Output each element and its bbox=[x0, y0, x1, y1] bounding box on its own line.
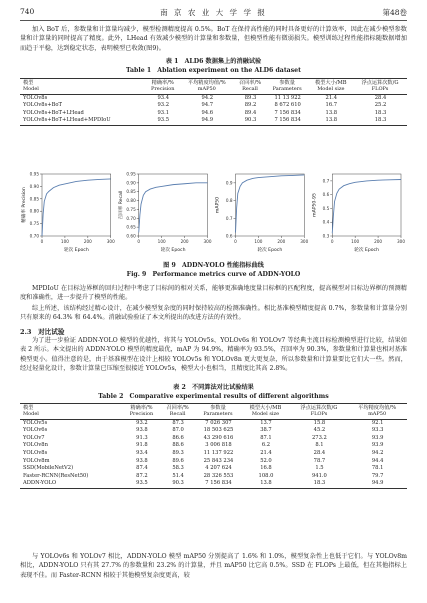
final-paragraph: 与 YOLOv6s 和 YOLOv7 相比，ADDN-YOLO 模型 mAP50 分别提高了 1.6% 和 1.0%，模型复杂性上也低于它们。与 YOLOv8m 相比，ADDN-YOLO 只有其 27.7% 的参数量和 23.2% 的计算量，并且 mAP50 比它高 0.5%。SSD 在 FLOPs 上最低，但在其他指标上表现不佳。而 Faster-RCNN 相较于其他模型复杂度更高，较 bbox=[20, 553, 407, 579]
table-cell: 93.5 bbox=[157, 117, 170, 124]
plot-frame bbox=[332, 174, 401, 236]
table-cell: 94.6 bbox=[201, 109, 214, 116]
table-cell: 18.3 bbox=[374, 117, 387, 124]
y-tick-label: 0.75 bbox=[126, 206, 136, 212]
table-row bbox=[20, 473, 407, 481]
summary-paragraph: 综上所述，该结构经过精心设计，在减少模型复杂度的同时保持较高的检测准确性。相比基准模型精度提高 0.7%，参数量和计算量分别只有原来的 64.3% 和 64.4%。消融试验验证了本文所提出的改进方法的有效性。 bbox=[20, 305, 407, 322]
table-cell: 93.2 bbox=[136, 419, 148, 426]
table-cell: YOLOv8m bbox=[23, 457, 50, 464]
table-row bbox=[20, 450, 407, 458]
x-axis-label: 轮次 Epoch bbox=[64, 248, 89, 253]
table2-caption-cn: 表 2 不同算法对比试验结果 bbox=[173, 384, 254, 391]
table-cell: 93.4 bbox=[157, 94, 170, 101]
table-cell: 25.2 bbox=[374, 102, 387, 109]
x-tick-label: 200 bbox=[374, 239, 383, 244]
ablation-table bbox=[20, 78, 407, 126]
table-cell: 13.8 bbox=[325, 117, 338, 124]
table-cell: YOLOv8n bbox=[23, 442, 48, 449]
figure9-caption-en: Fig. 9 Performance metrics curve of ADDN-YOLO bbox=[126, 271, 301, 278]
x-tick-label: 0 bbox=[137, 239, 141, 244]
x-tick-label: 200 bbox=[277, 239, 286, 244]
table-row bbox=[20, 110, 407, 118]
table-cell: 87.3 bbox=[172, 419, 184, 426]
table-cell: 93.3 bbox=[371, 427, 384, 434]
table-row bbox=[20, 427, 407, 435]
table-cell: YOLOv7 bbox=[23, 434, 45, 441]
x-tick-label: 100 bbox=[60, 239, 69, 244]
header-rule bbox=[20, 20, 407, 21]
table-cell: 7 156 834 bbox=[205, 480, 232, 487]
table-header-cell: 模型 Model bbox=[23, 405, 39, 418]
y-tick-label: 0.85 bbox=[29, 196, 39, 202]
table-cell: 4 207 624 bbox=[205, 465, 232, 472]
metric-curve-panel bbox=[215, 174, 309, 253]
table-row bbox=[20, 435, 407, 443]
x-axis-label: 轮次 Epoch bbox=[257, 248, 283, 253]
y-tick-label: 0.75 bbox=[29, 221, 39, 227]
y-tick-label: 0.80 bbox=[29, 208, 39, 214]
table-cell: YOLOv8s bbox=[23, 94, 48, 101]
y-tick-label: 0.6 bbox=[322, 192, 330, 198]
table-row bbox=[20, 117, 407, 125]
comparison-table bbox=[20, 403, 407, 489]
y-axis-label: mAP50 bbox=[215, 196, 221, 214]
x-tick-label: 300 bbox=[300, 239, 309, 244]
table-cell: 11 137 922 bbox=[203, 449, 234, 456]
table-cell: 13.8 bbox=[260, 480, 272, 487]
table-cell: 93.2 bbox=[157, 102, 170, 109]
volume-label: 第48卷 bbox=[382, 8, 407, 17]
y-tick-label: 0.95 bbox=[29, 171, 39, 177]
table-cell: 94.7 bbox=[201, 102, 214, 109]
table-header-cell: 参数量 Parameters bbox=[272, 80, 302, 93]
table-cell: YOLOv6s bbox=[23, 427, 48, 434]
table-cell: 78.7 bbox=[313, 457, 326, 464]
table-row bbox=[20, 102, 407, 110]
table-cell: 89.3 bbox=[172, 449, 184, 456]
table-cell: 6.2 bbox=[261, 442, 271, 449]
x-axis-label: 轮次 Epoch bbox=[160, 248, 186, 253]
table-header-cell: 模型 Model bbox=[23, 80, 39, 93]
table-header-cell: 召回率/% Recall bbox=[166, 405, 189, 418]
table-header-cell: 模型大小/MB Model size bbox=[315, 80, 347, 93]
table-cell: 93.9 bbox=[371, 434, 384, 441]
metric-curve-panel bbox=[311, 174, 405, 253]
table-cell: 28.4 bbox=[313, 449, 326, 456]
x-tick-label: 200 bbox=[180, 239, 189, 244]
table-cell: 93.8 bbox=[136, 457, 148, 464]
x-tick-label: 300 bbox=[106, 239, 115, 244]
y-tick-label: 0.8 bbox=[225, 198, 233, 204]
table-cell: 91.8 bbox=[136, 442, 148, 449]
x-tick-label: 300 bbox=[203, 239, 212, 244]
section-heading: 2.3 对比试验 bbox=[20, 328, 65, 336]
y-tick-label: 0.6 bbox=[225, 233, 233, 239]
table-cell: 21.4 bbox=[325, 94, 338, 101]
table-cell: 87.0 bbox=[172, 427, 184, 434]
table-cell: ADDN-YOLO bbox=[23, 480, 57, 487]
x-tick-label: 300 bbox=[397, 239, 405, 244]
table-cell: YOLOv8s+BoT+LHead bbox=[23, 109, 84, 116]
table-cell: 108.0 bbox=[258, 472, 274, 479]
table-cell: YOLOv5s bbox=[23, 419, 48, 426]
x-tick-label: 200 bbox=[83, 239, 92, 244]
table-cell: 28.4 bbox=[374, 94, 387, 101]
y-tick-label: 0.85 bbox=[126, 189, 136, 195]
table-cell: 21.4 bbox=[260, 449, 272, 456]
plot-frame bbox=[236, 174, 305, 236]
table-cell: 7 026 307 bbox=[205, 419, 232, 426]
y-axis-label: 精确率 Precision bbox=[22, 187, 27, 223]
table-header-cell: 精确率/% Precision bbox=[129, 405, 154, 418]
table-cell: 93.8 bbox=[136, 427, 148, 434]
table-cell: 8 672 610 bbox=[274, 102, 301, 109]
y-tick-label: 0.4 bbox=[322, 219, 330, 225]
table-cell: 90.3 bbox=[172, 480, 184, 487]
x-tick-label: 100 bbox=[157, 239, 166, 244]
table-header-row bbox=[20, 404, 407, 420]
table-cell: 79.7 bbox=[371, 472, 384, 479]
table-cell: 86.6 bbox=[172, 434, 184, 441]
y-tick-label: 0.70 bbox=[29, 233, 39, 239]
table-row bbox=[20, 94, 407, 102]
table-cell: 94.2 bbox=[371, 449, 384, 456]
table-row bbox=[20, 465, 407, 473]
table-cell: 88.6 bbox=[172, 442, 184, 449]
intro-paragraph: 加入 BoT 后，参数量和计算量均减少，模型检测精度提高 0.5%。BoT 在保持高性能的同时具备更好的计算效率，因此在减少模型参数量和计算量的同时提高了精度。此外，LHead 有效减少模型的计算量和参数量，但模型性能有微弱损失。模型训练过程性能指标随数据增加而趋于平稳，达到稳定状态，表明模型已收敛(图9)。 bbox=[20, 26, 407, 52]
table-header-cell: 参数量 Parameters bbox=[203, 405, 233, 418]
table2-caption-en: Table 2 Comparative experimental results of different algorithms bbox=[98, 393, 329, 400]
table-row bbox=[20, 458, 407, 466]
table-cell: 13.8 bbox=[325, 109, 338, 116]
table-cell: 1.5 bbox=[315, 465, 324, 472]
table-cell: 91.3 bbox=[136, 434, 148, 441]
table-cell: 273.2 bbox=[312, 434, 327, 441]
metric-series-line bbox=[332, 180, 401, 234]
table-cell: 15.8 bbox=[313, 419, 326, 426]
mpdiou-paragraph: MPDIoU 在目标边界框的回归过程中考虑了目标间的相对关系，能够更准确地度量目标框的匹配程度，提高模型对目标边界框的预测精度和准确性，进一步提升了模型的性能。 bbox=[20, 285, 407, 302]
y-tick-label: 0.60 bbox=[126, 233, 136, 239]
table-cell: 11 13 922 bbox=[274, 94, 301, 101]
table-cell: 18.3 bbox=[313, 480, 326, 487]
table-header-row bbox=[20, 79, 407, 95]
table-cell: 7 156 834 bbox=[274, 117, 301, 124]
table-cell: 25 843 234 bbox=[203, 457, 234, 464]
table-header-cell: 平均精度均值/% mAP50 bbox=[187, 80, 226, 93]
table-header-cell: 浮点运算次数/G FLOPs bbox=[300, 405, 338, 418]
table-cell: 8.1 bbox=[315, 442, 324, 449]
table-cell: 94.4 bbox=[371, 457, 384, 464]
table-cell: 38.7 bbox=[260, 427, 272, 434]
y-axis-label: 召回率 Recall bbox=[118, 190, 124, 220]
table-cell: 52.0 bbox=[260, 457, 272, 464]
metric-series-line bbox=[236, 175, 305, 233]
page-header bbox=[20, 7, 407, 19]
table-header-cell: 召回率/% Recall bbox=[238, 80, 262, 93]
table-cell: 93.9 bbox=[371, 442, 384, 449]
comparison-paragraph: 为了进一步验证 ADDN-YOLO 模型的优越性，将其与 YOLOv5s、YOLOv6s 和 YOLOv7 等经典主流目标检测模型进行比较，结果如表 2 所示。本文提出的 ADDN-YOLO 模型的精度最优，mAP 为 94.9%，精确率为 93.5%，召回率为 90.3%，参数量和计算量也相对基准模型更小。值得注意的是，由于基准模型在设计上相较 YOLOv5s 和 YOLOv8n 更大更复杂，所以参数量和计算量要比它们大一些。然而，经过轻量化设计，参数计算量已压缩至很接近 YOLOv5s，模型大小也相当，且精度比其高 2.8%。 bbox=[20, 337, 407, 373]
y-tick-label: 0.90 bbox=[126, 180, 136, 186]
y-tick-label: 0.65 bbox=[126, 224, 136, 230]
table-row bbox=[20, 480, 407, 488]
y-tick-label: 0.70 bbox=[126, 215, 136, 221]
table-cell: 51.4 bbox=[172, 472, 184, 479]
y-tick-label: 0.80 bbox=[126, 198, 136, 204]
table-cell: 45.2 bbox=[313, 427, 326, 434]
table-cell: 78.1 bbox=[371, 465, 384, 472]
y-tick-label: 0.7 bbox=[322, 178, 330, 184]
y-tick-label: 0.5 bbox=[322, 205, 330, 211]
table-cell: YOLOv8s+BoT bbox=[23, 102, 63, 109]
x-tick-label: 100 bbox=[351, 239, 360, 244]
x-tick-label: 100 bbox=[254, 239, 263, 244]
metric-curve-panel bbox=[20, 172, 115, 254]
table-cell: 93.1 bbox=[157, 109, 170, 116]
table-cell: YOLOv8s+BoT+LHead+MPDIoU bbox=[23, 117, 111, 124]
table-cell: 89.4 bbox=[244, 109, 257, 116]
table-cell: 93.4 bbox=[136, 449, 148, 456]
y-tick-label: 0.95 bbox=[126, 171, 136, 177]
table-cell: 16.7 bbox=[325, 102, 338, 109]
page-number: 740 bbox=[20, 7, 35, 16]
table1-caption-cn: 表 1 ALD6 数据集上的消融试验 bbox=[165, 58, 262, 65]
x-axis-label: 轮次 Epoch bbox=[354, 248, 379, 253]
table-cell: 87.1 bbox=[260, 434, 272, 441]
y-tick-label: 0.7 bbox=[225, 215, 233, 221]
plot-frame bbox=[42, 174, 111, 236]
y-tick-label: 0.9 bbox=[225, 180, 233, 186]
table-cell: 3 006 818 bbox=[205, 442, 232, 449]
table-cell: 13.7 bbox=[260, 419, 272, 426]
y-tick-label: 0.90 bbox=[29, 183, 39, 189]
x-tick-label: 0 bbox=[234, 239, 237, 244]
table-cell: 28 326 553 bbox=[203, 472, 234, 479]
performance-curves-figure bbox=[20, 170, 407, 260]
table-cell: 16.8 bbox=[260, 465, 272, 472]
table-cell: SSD(MobileNetV2) bbox=[23, 465, 74, 472]
table-cell: YOLOv8s bbox=[23, 449, 48, 456]
table-cell: 89.3 bbox=[244, 94, 257, 101]
table-cell: 87.4 bbox=[136, 465, 148, 472]
metric-curve-panel bbox=[117, 172, 212, 254]
table-cell: 43 290 616 bbox=[203, 434, 234, 441]
table-cell: 58.3 bbox=[172, 465, 184, 472]
table-cell: 94.2 bbox=[201, 94, 214, 101]
table-cell: 89.2 bbox=[244, 102, 257, 109]
x-tick-label: 0 bbox=[330, 239, 334, 244]
figure9-caption-cn: 图 9 ADDN-YOLO 性能指标曲线 bbox=[163, 262, 264, 269]
table-cell: 87.2 bbox=[136, 472, 148, 479]
y-tick-label: 0.3 bbox=[322, 233, 330, 239]
x-tick-label: 0 bbox=[40, 239, 44, 244]
journal-title: 南 京 农 业 大 学 学 报 bbox=[160, 8, 267, 17]
table-cell: 94.9 bbox=[371, 480, 384, 487]
metric-series-line bbox=[42, 179, 111, 236]
table-cell: 18 503 625 bbox=[203, 427, 234, 434]
table-header-cell: 模型大小/MB Model size bbox=[249, 405, 282, 418]
table-cell: Faster-RCNN(ResNet50) bbox=[23, 472, 89, 479]
table-cell: 94.9 bbox=[201, 117, 214, 124]
metric-series-line bbox=[139, 183, 208, 233]
y-axis-label: mAP50-95 bbox=[312, 193, 318, 217]
table-row bbox=[20, 442, 407, 450]
table-header-cell: 精确率/% Precision bbox=[151, 80, 175, 93]
table-row bbox=[20, 419, 407, 427]
table-cell: 90.3 bbox=[244, 117, 257, 124]
table-cell: 7 156 834 bbox=[274, 109, 301, 116]
table-cell: 92.1 bbox=[371, 419, 384, 426]
table-cell: 93.5 bbox=[136, 480, 148, 487]
table1-caption-en: Table 1 Ablation experiment on the ALD6 dataset bbox=[126, 67, 301, 74]
table-cell: 89.6 bbox=[172, 457, 184, 464]
table-header-cell: 平均精度均值/% mAP50 bbox=[358, 405, 397, 418]
table-cell: 18.3 bbox=[374, 109, 387, 116]
table-header-cell: 浮点运算次数/G FLOPs bbox=[361, 80, 399, 93]
table-cell: 941.0 bbox=[312, 472, 327, 479]
